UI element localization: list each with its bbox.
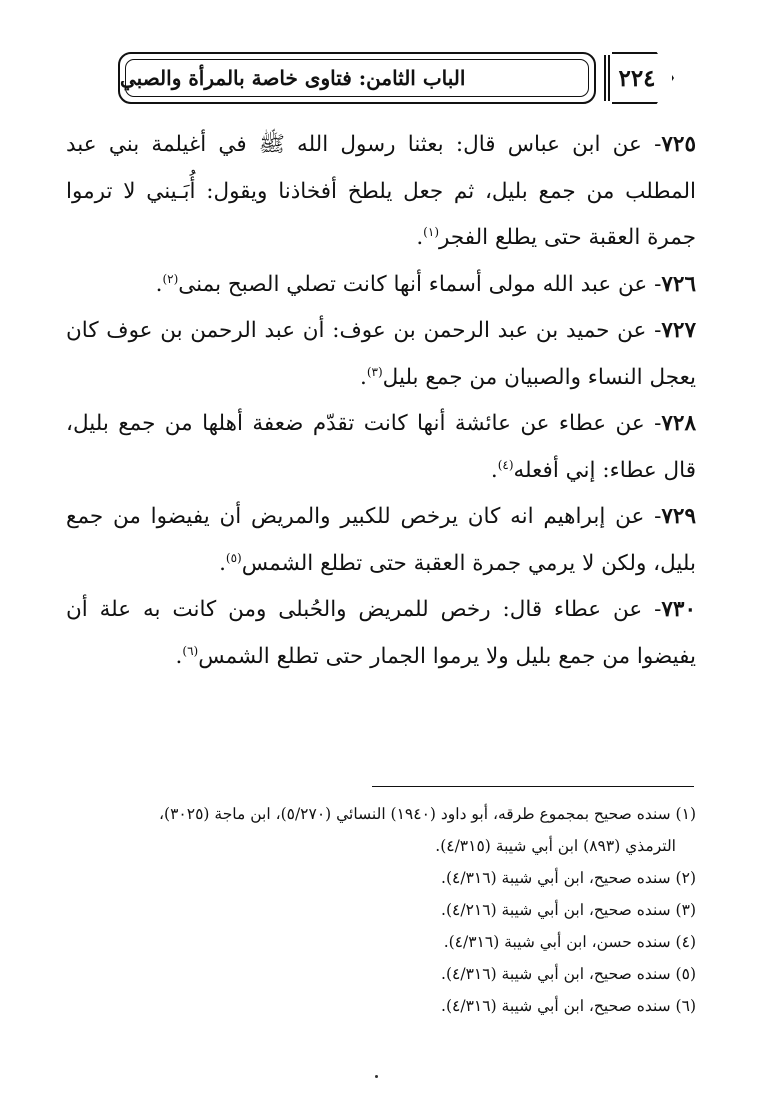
paragraph-726	[66, 262, 696, 309]
sentence-end: .	[490, 457, 498, 483]
hadith-number: ٧٢٧	[661, 318, 696, 343]
footnote-2: (٢) سنده صحيح، ابن أبي شيبة (٤/٣١٦).	[441, 869, 696, 887]
footnote-separator	[372, 786, 694, 787]
footnote-ref: (١)	[423, 224, 439, 239]
page-number: ٢٢٤	[618, 64, 656, 92]
footnote-4: (٤) سنده حسن، ابن أبي شيبة (٤/٣١٦).	[443, 933, 696, 951]
sentence-end: .	[416, 225, 424, 250]
sentence-end: .	[219, 550, 226, 576]
sentence-end: .	[155, 271, 163, 297]
hadith-number: ٧٢٩	[661, 504, 696, 529]
footnote-ref: (٥)	[225, 550, 242, 565]
page-number-bar	[604, 55, 610, 101]
hadith-text: - عن عطاء عن عائشة أنها كانت تقدّم ضعفة أهلها من جمع بليل، قال عطاء: إني أفعله	[66, 411, 696, 483]
paragraph-730	[66, 587, 696, 680]
chapter-title-frame	[118, 52, 596, 104]
sentence-end: .	[360, 364, 367, 390]
chapter-title: الباب الثامن: فتاوى خاصة بالمرأة والصبي	[120, 66, 466, 90]
footnote-ref: (٦)	[182, 643, 199, 658]
footnotes	[66, 798, 696, 1022]
footnote-1: (١) سنده صحيح بمجموع طرقه، أبو داود (١٩٤٠) النسائي (٥/٢٧٠)، ابن ماجة (٣٠٢٥)،	[159, 805, 696, 823]
hadith-number: ٧٢٨	[661, 411, 696, 436]
footnote-6: (٦) سنده صحيح، ابن أبي شيبة (٤/٣١٦).	[441, 997, 696, 1015]
paragraph-728	[66, 401, 696, 494]
footnote-5: (٥) سنده صحيح، ابن أبي شيبة (٤/٣١٦).	[441, 965, 696, 983]
paragraph-725	[66, 122, 696, 262]
footnote-1-continuation: الترمذي (٨٩٣) ابن أبي شيبة (٤/٣١٥).	[435, 837, 676, 855]
footnote-ref: (٢)	[162, 271, 179, 286]
paragraph-727	[66, 308, 696, 401]
page-header	[118, 52, 674, 108]
body-text	[66, 122, 696, 680]
hadith-text: - عن حميد بن عبد الرحمن بن عوف: أن عبد الرحمن بن عوف كان يعجل النساء والصبيان من جمع بليل	[66, 318, 696, 390]
hadith-text: - عن عبد الله مولى أسماء أنها كانت تصلي الصبح بمنى	[178, 271, 662, 297]
hadith-number: ٧٣٠	[661, 597, 696, 622]
hadith-text: - عن إبراهيم انه كان يرخص للكبير والمريض أن يفيضوا من جمع بليل، ولكن لا يرمي جمرة العقبة حتى تطلع الشمس	[66, 504, 696, 576]
hadith-text: - عن عطاء قال: رخص للمريض والحُبلى ومن كانت به علة أن يفيضوا من جمع بليل ولا يرموا الجمار حتى تطلع الشمس	[66, 597, 696, 669]
hadith-number: ٧٢٦	[661, 271, 696, 297]
paragraph-729	[66, 494, 696, 587]
footnote-ref: (٤)	[497, 457, 514, 472]
sentence-end: .	[175, 643, 183, 669]
hadith-text: - عن ابن عباس قال: بعثنا رسول الله ﷺ في أغيلمة بني عبد المطلب من جمع بليل، ثم جعل يلطخ أفخاذنا ويقول: أُبَـيني لا ترموا جمرة العقبة حتى يطلع الفجر	[66, 132, 696, 250]
footnote-ref: (٣)	[366, 364, 383, 379]
page-dot-mark	[375, 1075, 378, 1078]
hadith-number: ٧٢٥	[661, 132, 696, 157]
footnote-3: (٣) سنده صحيح، ابن أبي شيبة (٤/٢١٦).	[441, 901, 696, 919]
